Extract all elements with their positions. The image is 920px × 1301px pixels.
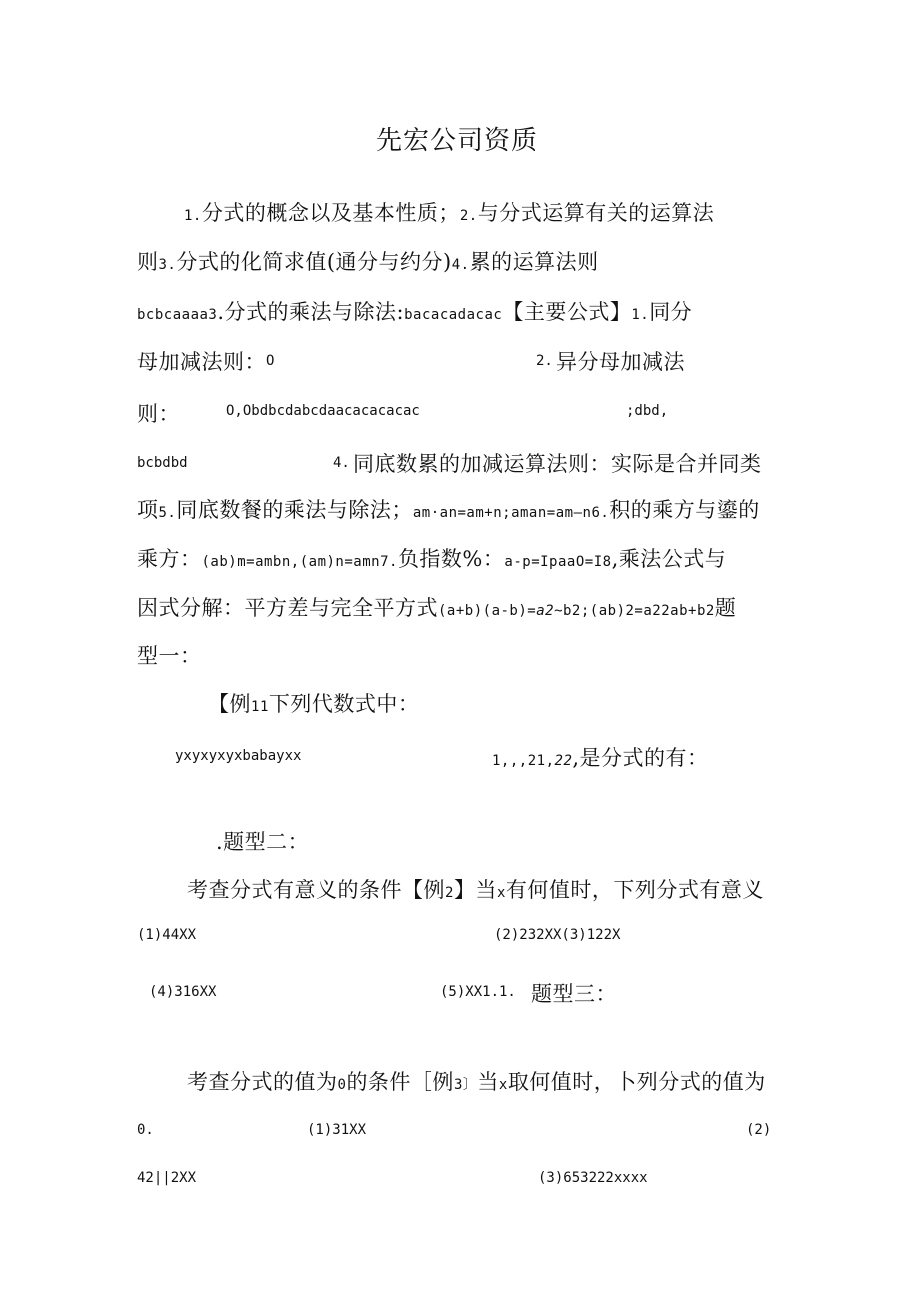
text-span: 负指数%： [397,547,505,571]
formula-span: 1,,,21, [492,753,555,769]
text-line-9 [137,592,736,622]
formula-span: 0. [137,1122,154,1138]
text-line-7 [137,494,760,524]
text-span: 同分 [649,300,693,324]
text-span: 下列代数式中： [268,692,420,716]
formula-span: (2) [746,1122,772,1138]
text-line-1 [184,197,714,227]
list-number: 2. [536,353,553,369]
text-span: 考查分式有意义的条件【例 [187,878,445,902]
list-number: 4. [451,257,470,273]
formula-span: am·an=am+n;aman=am—n [412,505,592,521]
formula-span: bcbdbd [137,455,188,471]
text-span: .分式的乘法与除法: [217,300,405,324]
text-span: 【例 [208,692,251,716]
formula-span: ;dbd, [626,403,669,419]
formula-span: (1)31XX [307,1122,367,1138]
text-span: ,乘法公式与 [611,547,727,571]
text-line-14 [187,874,764,904]
text-span: 与分式运算有关的运算法 [477,201,715,225]
formula-span: yxyxyxyxbabayxx [175,748,302,764]
formula-span: (1)44XX [137,927,197,943]
text-line-8 [137,543,726,573]
text-line-12 [492,742,709,772]
text-span: 【主要公式】 [502,300,632,324]
formula-span: 0 [337,1077,347,1093]
list-number: 4. [333,455,350,471]
text-span: 当 [477,1070,499,1094]
text-line-4d: 异分母加减法 [556,350,685,374]
text-line-16c: 题型三： [531,982,617,1006]
page-title: 先宏公司资质 [376,126,539,156]
list-number: 1. [631,307,650,323]
text-line-13: .题型二： [216,830,310,854]
text-line-3 [137,296,692,326]
text-span: 则 [137,250,159,274]
formula-span: a2 [536,603,555,619]
formula-span: x [496,885,506,901]
text-span: ,是分式的有： [572,746,709,770]
formula-span: (5)XX1.1. [440,984,516,1000]
text-line-6c: 同底数累的加减运算法则：实际是合并同类 [353,452,762,476]
formula-span: 22 [554,753,573,769]
text-line-11 [208,688,419,718]
formula-span: 42||2XX [137,1170,197,1186]
list-number: 5. [158,505,177,521]
text-span: 】当 [453,878,497,902]
text-span: 项 [137,498,159,522]
text-line-17 [187,1066,766,1096]
text-span: 同底数餐的乘法与除法； [176,498,413,522]
formula-span: 1 [251,699,260,715]
list-number: 2. [459,208,478,224]
text-span: 乘方： [137,547,202,571]
text-span: 的条件［例 [346,1070,454,1094]
formula-span: bcbcaaaa3 [137,307,218,323]
text-span: 有何值时，下列分式有意义 [505,878,764,902]
formula-span: ~b2;(ab)2=a22ab+b2 [554,603,715,619]
formula-span: 1 [259,699,269,715]
formula-span: O,Obdbcdabcdaacacacacac [226,403,420,419]
text-line-10: 型一： [137,644,202,668]
formula-span: (2)232XX(3)122X [494,927,621,943]
list-number: 6. [591,505,610,521]
formula-span: (3)653222xxxx [538,1170,648,1186]
list-number: 7. [380,554,398,570]
text-line-5a: 则： [137,402,180,426]
text-span: 取何值时，卜列分式的值为 [507,1070,766,1094]
text-span: 考查分式的值为 [187,1070,338,1094]
text-span: 题 [714,596,737,620]
formula-span: a-p=IpaaO=I8 [504,554,612,570]
formula-span: 2 [445,885,454,901]
text-span: 分式的化简求值(通分与约分) [176,250,452,274]
formula-span: bacacadacac [404,307,503,323]
text-span: 分式的概念以及基本性质； [201,201,460,225]
formula-span: O [266,353,275,369]
text-line-2 [137,246,599,276]
text-line-4a: 母加减法则： [137,350,266,374]
list-number: 1. [184,208,202,224]
formula-span: 3〕 [453,1077,478,1093]
formula-span: x [498,1077,508,1093]
text-span: 累的运算法则 [469,250,599,274]
list-number: 3. [158,257,177,273]
formula-span: (ab)m=ambn,(am)n=amn [201,554,381,570]
text-span: 因式分解：平方差与完全平方式 [137,596,438,620]
text-span: 积的乘方与鎏的 [609,498,760,522]
formula-span: (a+b)(a-b)= [438,603,537,619]
formula-span: (4)316XX [149,984,217,1000]
